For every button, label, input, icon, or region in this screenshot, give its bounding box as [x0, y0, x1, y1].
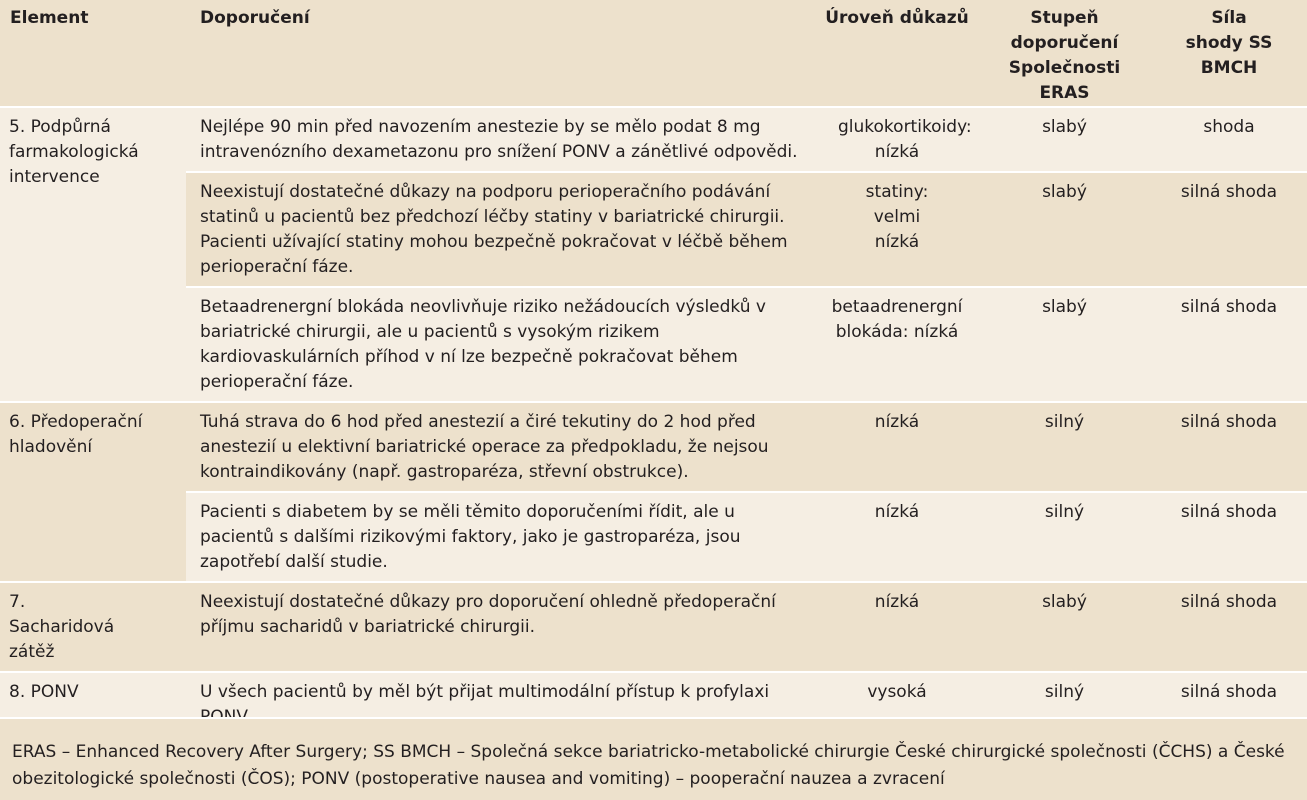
element-cell: 5. Podpůrná farmakologická intervence	[0, 107, 186, 402]
grade-cell: silný	[978, 492, 1151, 582]
table-row	[0, 107, 1307, 172]
element-cell: 8. PONV	[0, 672, 186, 737]
agreement-cell: shoda	[1151, 107, 1307, 172]
recommendation-cell: U všech pacientů by měl být přijat multimodální přístup k profylaxi	[186, 672, 816, 737]
grade-cell: slabý	[978, 172, 1151, 287]
evidence-cell: statiny: velmi nízká	[816, 172, 978, 287]
evidence-cell: glukokortikoidy: nízká	[816, 107, 978, 172]
evidence-cell: vysoká	[816, 672, 978, 737]
header-agreement-strength: Síla shody SS BMCH	[1151, 0, 1307, 107]
table-row	[0, 287, 1307, 402]
recommendation-cell: Neexistují dostatečné důkazy pro doporučení ohledně předoperační příjmu sacharidů v bariatrické chirurgii.	[186, 582, 816, 672]
table-header-row	[0, 0, 1307, 107]
table-row	[0, 492, 1307, 582]
table-row	[0, 582, 1307, 672]
evidence-cell: nízká	[816, 402, 978, 492]
agreement-cell: silná shoda	[1151, 582, 1307, 672]
agreement-cell: silná shoda	[1151, 172, 1307, 287]
grade-cell: silný	[978, 672, 1151, 737]
agreement-cell: silná shoda	[1151, 402, 1307, 492]
table-footnote: ERAS – Enhanced Recovery After Surgery; SS BMCH – Společná sekce bariatricko-metabolické chirurgie České chirurgické společnosti (ČCHS) a České obezitologické společnosti (ČOS); PONV (postoperative nausea and vomiting) – pooperační nauzea a zvracení	[0, 717, 1307, 800]
element-cell: 6. Předoperační hladovění	[0, 402, 186, 582]
agreement-cell: silná shoda	[1151, 492, 1307, 582]
table-row	[0, 402, 1307, 492]
grade-cell: slabý	[978, 582, 1151, 672]
evidence-cell: betaadrenergní blokáda: nízká	[816, 287, 978, 402]
agreement-cell: silná shoda	[1151, 287, 1307, 402]
header-evidence-level: Úroveň důkazů	[816, 0, 978, 107]
header-eras-grade: Stupeň doporučení Společnosti ERAS	[978, 0, 1151, 107]
recommendation-cell: Tuhá strava do 6 hod před anestezií a čiré tekutiny do 2 hod před anestezií u elektivní bariatrické operace za předpokladu, že nejsou kontraindikovány (např. gastroparéza, střevní obstrukce).	[186, 402, 816, 492]
recommendation-cell: Pacienti s diabetem by se měli těmito doporučeními řídit, ale u pacientů s dalšími rizikovými faktory, jako je gastroparéza, jsou zapotřebí další studie.	[186, 492, 816, 582]
grade-cell: silný	[978, 402, 1151, 492]
table-body	[0, 107, 1307, 737]
grade-cell: slabý	[978, 287, 1151, 402]
header-recommendation: Doporučení	[186, 0, 816, 107]
element-cell: 7. Sacharidová zátěž	[0, 582, 186, 672]
table-row	[0, 172, 1307, 287]
agreement-cell: silná shoda	[1151, 672, 1307, 737]
recommendation-cell: Neexistují dostatečné důkazy na podporu perioperačního podávání statinů u pacientů bez předchozí léčby statiny v bariatrické chirurgii. Pacienti užívající statiny mohou bezpečně pokračovat v léčbě během perioperační fáze.	[186, 172, 816, 287]
recommendation-cell: Betaadrenergní blokáda neovlivňuje riziko nežádoucích výsledků v bariatrické chirurgii, ale u pacientů s vysokým rizikem kardiovaskulárních příhod v ní lze bezpečně pokračovat během perioperační fáze.	[186, 287, 816, 402]
evidence-cell: nízká	[816, 582, 978, 672]
header-element: Element	[0, 0, 186, 107]
recommendation-cell: Nejlépe 90 min před navozením anestezie by se mělo podat 8 mg intravenózního dexametazonu pro snížení PONV a zánětlivé odpovědi.	[186, 107, 816, 172]
grade-cell: slabý	[978, 107, 1151, 172]
evidence-cell: nízká	[816, 492, 978, 582]
